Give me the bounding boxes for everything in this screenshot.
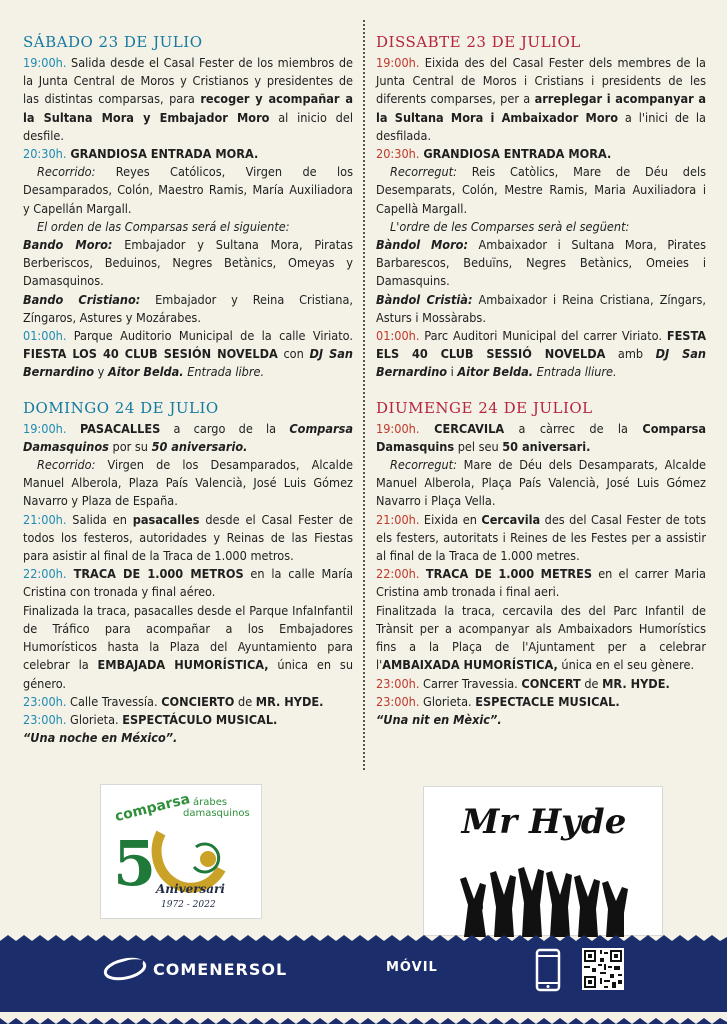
qr-code-icon[interactable] [582, 948, 624, 990]
event-entry: 01:00h. Parc Auditori Municipal del carrer Viriato. FESTA ELS 40 CLUB SESSIÓ NOVELDA amb DJ San Bernardino i Aitor Belda. Entrada lliure. [376, 328, 706, 380]
event-entry: 20:30h. GRANDIOSA ENTRADA MORA. [23, 146, 259, 162]
faction-entry: Bando Moro: Embajador y Sultana Mora, Piratas Berberiscos, Beduinos, Negres Betànics, Omeyas y Damasquinos. [23, 237, 353, 289]
brand-name: COMENERSOL [153, 959, 288, 979]
crowd-silhouette-icon [460, 867, 628, 937]
anniversary-logo-graphic [101, 785, 263, 920]
footer-bottom-zigzag [0, 1012, 727, 1024]
event-entry: 19:00h. Eixida des del Casal Fester dels membres de la Junta Central de Moros i Cristians i presidents de les diferents comparses, per a arreplegar i acompanyar a la Sultana Mora i Ambaixador Moro a l'inici de la desfilada. [376, 55, 706, 143]
route-entry: Recorregut: Mare de Déu dels Desamparats, Alcalde Manuel Alberola, Plaça País Valencià, José Luis Gómez Navarro i Plaça Vella. [376, 457, 706, 509]
day-title-saturday-va: DISSABTE 23 DE JULIOL [376, 33, 581, 51]
mr-hyde-logo [423, 786, 663, 936]
order-note: L'ordre de les Comparses serà el següent: [390, 218, 630, 234]
event-entry: 22:00h. TRACA DE 1.000 METROS en la calle María Cristina con tronada y final aéreo. [23, 566, 353, 600]
route-entry: Recorregut: Reis Catòlics, Mare de Déu dels Desemparats, Colón, Mestre Ramis, Maria Auxiliadora i Capellà Margall. [376, 164, 706, 216]
spanish-column [23, 32, 353, 747]
day-title-sunday-va: DIUMENGE 24 DE JULIOL [376, 398, 593, 417]
emblem-dot [200, 851, 216, 867]
mr-hyde-graphic [424, 787, 664, 937]
event-entry: Finalizada la traca, pasacalles desde el Parque InfaInfantil de Tráfico para acompañar a los Embajadores Humorísticos hasta la Plaza del Ayuntamiento para celebrar la EMBAJADA HUMORÍSTICA, única en su género. [23, 602, 353, 691]
event-entry: 22:00h. TRACA DE 1.000 METRES en el carrer Maria Cristina amb tronada i final aeri. [376, 566, 706, 600]
day-title-sunday: DOMINGO 24 DE JULIO [23, 398, 219, 417]
event-subtitle: “Una noche en México”. [23, 730, 178, 746]
movil-label: MÓVIL [386, 960, 438, 975]
event-entry: Finalitzada la traca, cercavila des del Parc Infantil de Trànsit per a acompanyar als Ambaixadors Humorístics fins a la Plaça de l'Ajuntament per a celebrar l'AMBAIXADA HUMORÍSTICA, única en el seu gènere. [376, 602, 706, 673]
event-entry: 23:00h. Glorieta. ESPECTÁCULO MUSICAL. [23, 711, 278, 727]
event-entry: 23:00h. Glorieta. ESPECTACLE MUSICAL. [376, 693, 620, 709]
comenersol-swoosh-icon [103, 956, 147, 982]
faction-entry: Bàndol Moro: Ambaixador i Sultana Mora, Pirates Barbarescos, Beduïns, Negres Betànics, Omeies i Damasquins. [376, 237, 706, 289]
order-note: El orden de las Comparsas será el siguiente: [37, 218, 290, 234]
faction-entry: Bàndol Cristià: Ambaixador i Reina Cristiana, Zíngars, Asturs i Mossàrabs. [376, 291, 706, 325]
anniversary-label: Aniversari [156, 882, 225, 896]
event-entry: 20:30h. GRANDIOSA ENTRADA MORA. [376, 146, 612, 162]
day-title-saturday: SÁBADO 23 DE JULIO [23, 33, 203, 51]
comparsa-name: árabes damasquinos [183, 797, 250, 819]
comparsa-50-aniversari-logo [100, 784, 262, 919]
valencian-column [376, 32, 706, 729]
mobile-phone-icon [535, 948, 561, 992]
event-entry: 23:00h. Carrer Travessia. CONCERT de MR. HYDE. [376, 675, 670, 691]
event-entry: 01:00h. Parque Auditorio Municipal de la calle Viriato. FIESTA LOS 40 CLUB SESIÓN NOVELDA con DJ San Bernardino y Aitor Belda. Entrada libre. [23, 328, 353, 380]
column-divider [363, 20, 365, 770]
event-entry: 19:00h. PASACALLES a cargo de la Comparsa Damasquinos por su 50 aniversario. [23, 420, 353, 454]
route-entry: Recorrido: Reyes Católicos, Virgen de los Desamparados, Colón, Maestro Ramis, María Auxiliadora y Capellán Margall. [23, 164, 353, 216]
event-entry: 19:00h. CERCAVILA a càrrec de la Comparsa Damasquins pel seu 50 aniversari. [376, 420, 707, 454]
number-five: 5 [113, 827, 157, 900]
comparsa-word: comparsa [113, 791, 192, 826]
anniversary-years: 1972 - 2022 [161, 900, 216, 910]
event-entry: 21:00h. Salida en pasacalles desde el Casal Fester de todos los festeros, autoridades y Reinas de las Fiestas para asistir al final de la Traca de 1.000 metros. [23, 511, 353, 564]
event-entry: 21:00h. Eixida en Cercavila des del Casal Fester de tots els festers, autoritats i Reines de les Festes per a assistir al final de la Traca de 1.000 metres. [376, 511, 706, 564]
event-entry: 19:00h. Salida desde el Casal Fester de los miembros de la Junta Central de Moros y Cristianos y presidentes de las distintas comparsas, para recoger y acompañar a la Sultana Mora y Embajador Moro al inicio del desfile. [23, 55, 353, 143]
faction-entry: Bando Cristiano: Embajador y Reina Cristiana, Zíngaros, Astures y Mozárabes. [23, 291, 353, 325]
event-entry: 23:00h. Calle Travessía. CONCIERTO de MR. HYDE. [23, 693, 324, 709]
comenersol-brand [103, 956, 287, 982]
mr-hyde-title: Mr Hyde [461, 802, 627, 842]
route-entry: Recorrido: Virgen de los Desamparados, Alcalde Manuel Alberola, Plaza País Valencià, José Luis Gómez Navarro y Plaza de España. [23, 457, 353, 509]
footer-top-zigzag [0, 935, 727, 947]
event-subtitle: “Una nit en Mèxic”. [376, 711, 502, 727]
